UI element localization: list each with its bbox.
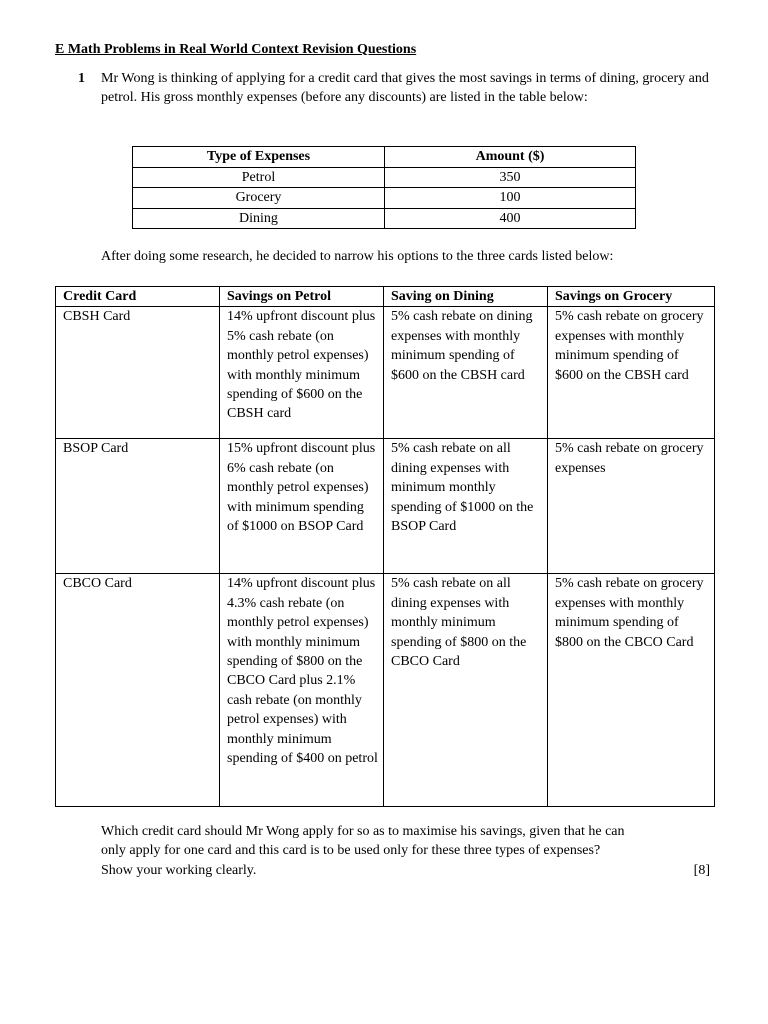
cards-header-row: [56, 287, 715, 307]
expenses-header-amount: Amount ($): [385, 147, 636, 168]
expenses-header-type: Type of Expenses: [133, 147, 385, 168]
header-credit-card: Credit Card: [56, 287, 220, 307]
expense-amount: 350: [385, 167, 636, 188]
expense-amount: 100: [385, 188, 636, 209]
grocery-savings: 5% cash rebate on grocery expenses with monthly minimum spending of $800 on the CBCO Card: [548, 574, 715, 807]
grocery-savings: 5% cash rebate on grocery expenses with monthly minimum spending of $600 on the CBSH card: [548, 307, 715, 439]
dining-savings: 5% cash rebate on dining expenses with monthly minimum spending of $600 on the CBSH card: [384, 307, 548, 439]
expense-amount: 400: [385, 208, 636, 229]
expenses-header-row: [133, 147, 636, 168]
research-text: After doing some research, he decided to narrow his options to the three cards listed below:: [101, 249, 614, 264]
petrol-savings: 14% upfront discount plus 4.3% cash rebate (on monthly petrol expenses) with monthly minimum spending of $800 on the CBCO Card plus 2.1% cash rebate (on monthly petrol expenses) with monthly minimum spending of $400 on petrol: [220, 574, 384, 807]
card-name: CBSH Card: [56, 307, 220, 439]
dining-savings: 5% cash rebate on all dining expenses with monthly minimum spending of $800 on the CBCO Card: [384, 574, 548, 807]
expense-type: Dining: [133, 208, 385, 229]
expenses-table: [132, 146, 636, 229]
question-intro: Mr Wong is thinking of applying for a credit card that gives the most savings in terms of dining, grocery and petrol. His gross monthly expenses (before any discounts) are listed in the table below:: [101, 71, 709, 106]
dining-savings: 5% cash rebate on all dining expenses with minimum monthly spending of $1000 on the BSOP Card: [384, 439, 548, 574]
expense-type: Grocery: [133, 188, 385, 209]
card-name: BSOP Card: [56, 439, 220, 574]
header-savings-grocery: Savings on Grocery: [548, 287, 715, 307]
card-name: CBCO Card: [56, 574, 220, 807]
table-row: [133, 208, 636, 229]
grocery-savings: 5% cash rebate on grocery expenses: [548, 439, 715, 574]
question-line: Which credit card should Mr Wong apply for so as to maximise his savings, given that he can: [101, 824, 625, 839]
question-line: only apply for one card and this card is to be used only for these three types of expenses?: [101, 843, 601, 859]
page-title: E Math Problems in Real World Context Revision Questions: [55, 42, 417, 57]
table-row: [56, 574, 715, 807]
question-text: [101, 822, 713, 880]
table-row: [133, 167, 636, 188]
expense-type: Petrol: [133, 167, 385, 188]
question-line: Show your working clearly.: [101, 862, 257, 878]
credit-cards-table: [55, 286, 715, 807]
header-savings-petrol: Savings on Petrol: [220, 287, 384, 307]
petrol-savings: 14% upfront discount plus 5% cash rebate (on monthly petrol expenses) with monthly minimum spending of $600 on the CBSH card: [220, 307, 384, 439]
table-row: [56, 439, 715, 574]
header-saving-dining: Saving on Dining: [384, 287, 548, 307]
table-row: [133, 188, 636, 209]
marks-allocation: [8]: [693, 863, 710, 878]
table-row: [56, 307, 715, 439]
question-number: 1: [78, 71, 85, 86]
petrol-savings: 15% upfront discount plus 6% cash rebate (on monthly petrol expenses) with minimum spending of $1000 on BSOP Card: [220, 439, 384, 574]
